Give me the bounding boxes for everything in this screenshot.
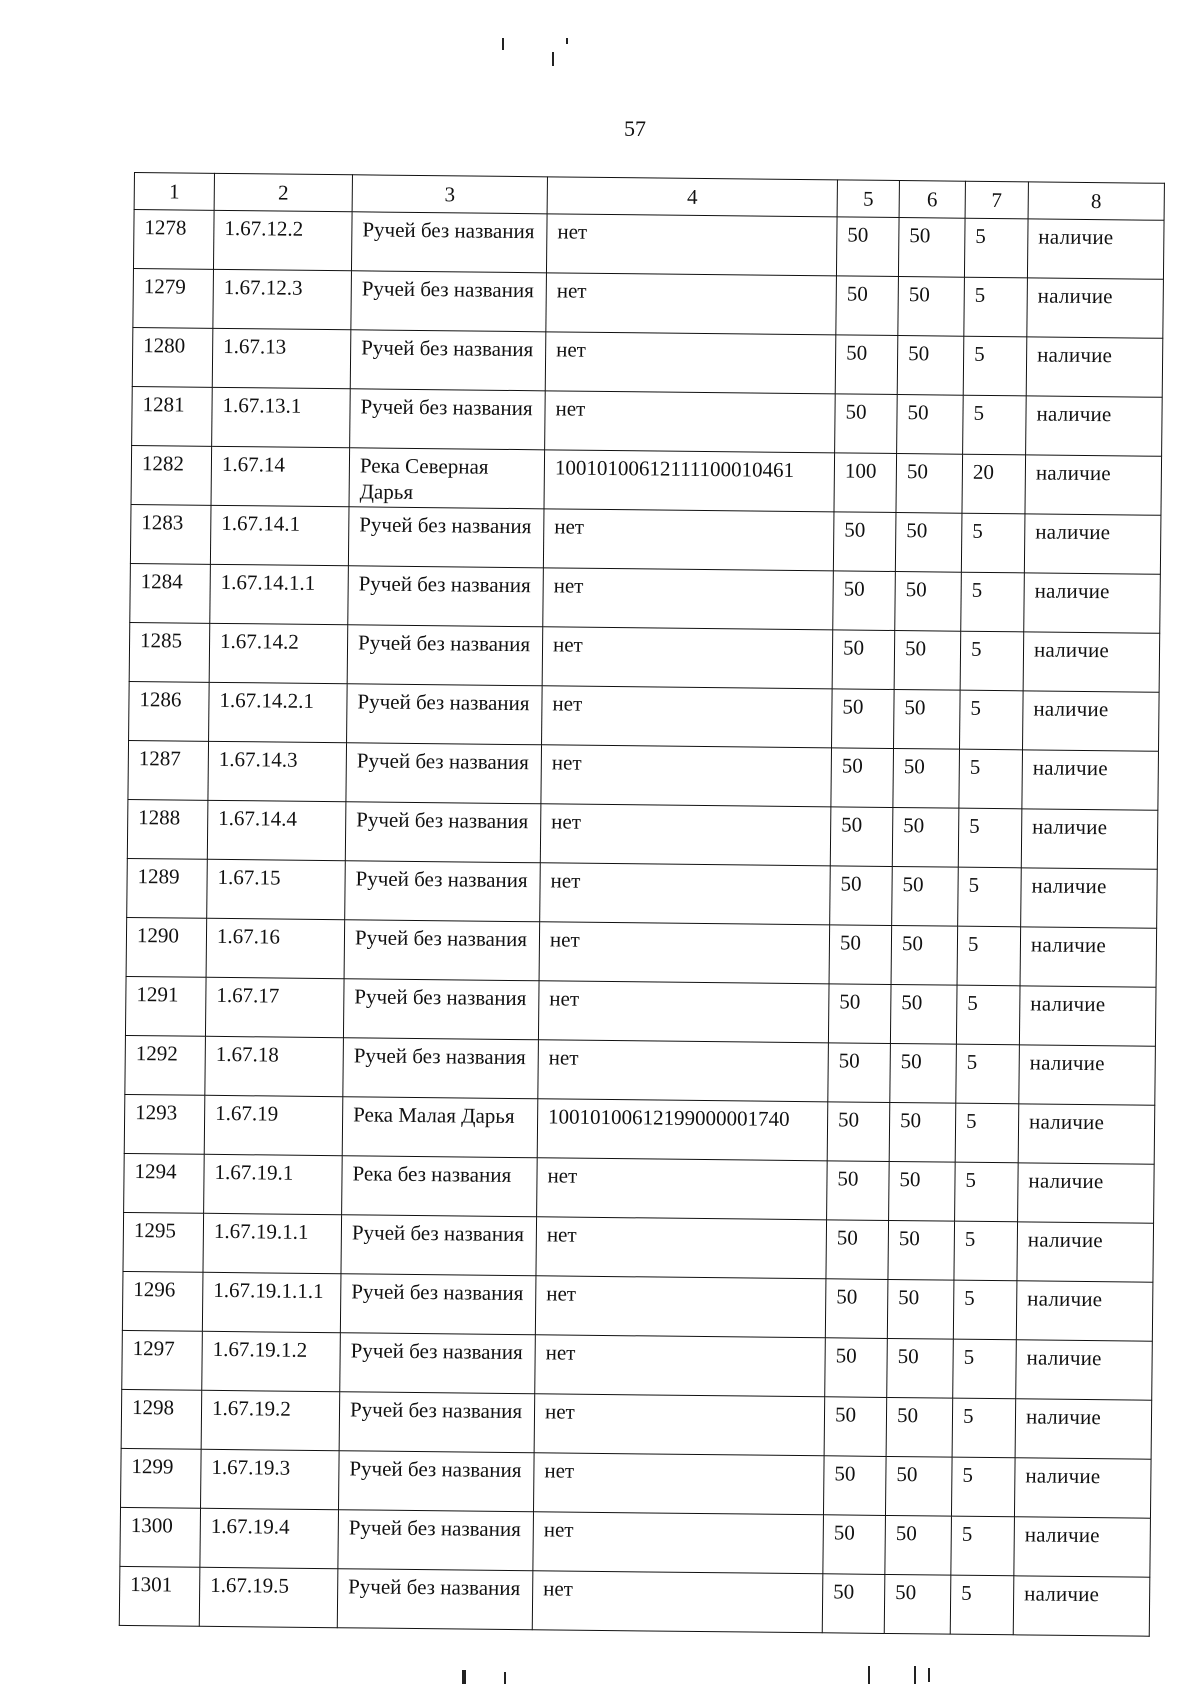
- cell-status: наличие: [1016, 1340, 1153, 1400]
- cell-value-7: 5: [953, 1280, 1017, 1340]
- cell-status: наличие: [1021, 868, 1158, 928]
- table-row: [127, 799, 1158, 869]
- table-row: [129, 622, 1160, 692]
- cell-value-6: 50: [897, 395, 964, 455]
- scan-artifact-top-3: [566, 38, 568, 44]
- cell-value-6: 50: [895, 571, 962, 631]
- cell-row-number: 1292: [125, 1035, 206, 1095]
- cell-name: Река Малая Дарья: [342, 1097, 538, 1158]
- cell-status: наличие: [1019, 1045, 1156, 1105]
- cell-value-5: 50: [822, 1574, 885, 1634]
- cell-value-7: 5: [954, 1221, 1018, 1281]
- cell-code: 1.67.19.1.1.1: [202, 1272, 341, 1332]
- cell-status: наличие: [1016, 1281, 1153, 1341]
- cell-code: 1.67.14: [211, 446, 350, 506]
- cell-name: Ручей без названия: [340, 1274, 536, 1335]
- cell-name: Ручей без названия: [340, 1333, 536, 1394]
- table-row: [132, 386, 1163, 456]
- table-row: [125, 1035, 1156, 1105]
- cell-value-7: 5: [953, 1339, 1017, 1399]
- cell-name: Река Северная Дарья: [349, 448, 545, 509]
- cell-status: наличие: [1022, 750, 1159, 810]
- cell-value-7: 5: [963, 395, 1027, 455]
- column-header-value-5: 5: [837, 180, 899, 218]
- table-row: [132, 327, 1163, 397]
- table-row: [120, 1507, 1151, 1577]
- cell-status: наличие: [1022, 691, 1159, 751]
- cell-value-7: 5: [951, 1516, 1015, 1576]
- cell-value-7: 5: [963, 336, 1027, 396]
- cell-value-7: 5: [960, 631, 1024, 691]
- cell-value-7: 5: [956, 985, 1020, 1045]
- cell-code: 1.67.19.1: [204, 1154, 343, 1214]
- cell-value-6: 50: [890, 1043, 957, 1103]
- table-row: [128, 740, 1159, 810]
- registry-table-container: [119, 172, 1165, 1637]
- table-row: [119, 1566, 1150, 1636]
- cell-value-5: 50: [823, 1515, 886, 1575]
- cell-value-5: 50: [828, 984, 891, 1044]
- table-row: [129, 681, 1160, 751]
- cell-row-number: 1289: [127, 858, 208, 918]
- cell-registry-id: нет: [537, 1158, 828, 1220]
- cell-name: Ручей без названия: [345, 802, 541, 863]
- scan-artifact-bottom-3: [868, 1666, 870, 1684]
- table-row: [133, 210, 1164, 280]
- scan-artifact-top-2: [552, 52, 554, 66]
- cell-value-5: 50: [836, 217, 899, 277]
- cell-value-6: 50: [896, 454, 963, 514]
- cell-code: 1.67.14.4: [207, 800, 346, 860]
- column-header-registry-id: 4: [547, 177, 837, 217]
- cell-row-number: 1295: [123, 1212, 204, 1272]
- cell-registry-id: нет: [541, 745, 832, 807]
- cell-name: Ручей без названия: [348, 566, 544, 627]
- cell-status: наличие: [1018, 1163, 1155, 1223]
- cell-value-5: 50: [835, 335, 898, 395]
- cell-code: 1.67.14.1.1: [210, 564, 349, 624]
- cell-registry-id: нет: [542, 686, 833, 748]
- cell-status: наличие: [1019, 986, 1156, 1046]
- table-row: [131, 445, 1162, 515]
- cell-value-5: 50: [833, 571, 896, 631]
- cell-status: наличие: [1024, 573, 1161, 633]
- cell-value-5: 50: [827, 1161, 890, 1221]
- column-header-status: 8: [1028, 182, 1164, 220]
- cell-value-6: 50: [889, 1161, 956, 1221]
- cell-value-7: 5: [961, 572, 1025, 632]
- cell-value-6: 50: [885, 1515, 952, 1575]
- cell-value-6: 50: [892, 866, 959, 926]
- cell-value-7: 5: [958, 867, 1022, 927]
- cell-registry-id: нет: [535, 1276, 826, 1338]
- cell-value-5: 50: [825, 1338, 888, 1398]
- cell-row-number: 1301: [119, 1566, 200, 1626]
- cell-value-7: 5: [959, 749, 1023, 809]
- table-row: [130, 563, 1161, 633]
- scan-artifact-bottom-2: [504, 1672, 506, 1684]
- cell-value-5: 50: [832, 689, 895, 749]
- cell-registry-id: нет: [545, 391, 836, 453]
- cell-status: наличие: [1025, 455, 1162, 515]
- cell-registry-id: нет: [540, 863, 831, 925]
- cell-code: 1.67.13.1: [212, 387, 351, 447]
- cell-value-6: 50: [888, 1220, 955, 1280]
- cell-value-7: 5: [964, 218, 1028, 278]
- cell-value-5: 50: [830, 807, 893, 867]
- cell-status: наличие: [1024, 514, 1161, 574]
- cell-name: Ручей без названия: [347, 684, 543, 745]
- cell-status: наличие: [1027, 219, 1164, 279]
- cell-name: Ручей без названия: [347, 625, 543, 686]
- cell-registry-id: нет: [533, 1512, 824, 1574]
- cell-status: наличие: [1018, 1104, 1155, 1164]
- cell-row-number: 1296: [122, 1271, 203, 1331]
- column-header-value-7: 7: [965, 181, 1028, 219]
- cell-name: Ручей без названия: [350, 330, 546, 391]
- cell-row-number: 1279: [133, 268, 214, 328]
- column-header-row-number: 1: [134, 173, 214, 211]
- cell-value-7: 20: [962, 454, 1026, 514]
- cell-registry-id: нет: [545, 332, 836, 394]
- cell-value-5: 50: [828, 1043, 891, 1103]
- cell-name: Ручей без названия: [350, 389, 546, 450]
- cell-value-7: 5: [956, 1044, 1020, 1104]
- cell-row-number: 1299: [121, 1448, 202, 1508]
- cell-value-5: 100: [834, 453, 897, 513]
- cell-registry-id: нет: [535, 1335, 826, 1397]
- cell-code: 1.67.15: [207, 859, 346, 919]
- cell-value-5: 50: [829, 925, 892, 985]
- cell-status: наличие: [1020, 927, 1157, 987]
- column-header-code: 2: [214, 173, 352, 211]
- table-row: [124, 1094, 1155, 1164]
- cell-value-7: 5: [960, 690, 1024, 750]
- cell-value-5: 50: [832, 630, 895, 690]
- cell-value-5: 50: [825, 1279, 888, 1339]
- cell-value-7: 5: [952, 1398, 1016, 1458]
- cell-value-5: 50: [833, 512, 896, 572]
- cell-status: наличие: [1015, 1399, 1152, 1459]
- table-row: [133, 268, 1164, 338]
- cell-row-number: 1294: [124, 1153, 205, 1213]
- scan-artifact-top-1: [502, 38, 504, 50]
- column-header-value-6: 6: [899, 181, 965, 219]
- cell-row-number: 1283: [130, 504, 211, 564]
- cell-status: наличие: [1021, 809, 1158, 869]
- cell-status: наличие: [1023, 632, 1160, 692]
- cell-code: 1.67.19.2: [201, 1390, 340, 1450]
- cell-code: 1.67.18: [205, 1036, 344, 1096]
- cell-value-5: 50: [831, 748, 894, 808]
- cell-code: 1.67.19.4: [200, 1508, 339, 1568]
- cell-value-6: 50: [891, 925, 958, 985]
- cell-code: 1.67.17: [205, 977, 344, 1037]
- cell-name: Ручей без названия: [341, 1215, 537, 1276]
- cell-registry-id: нет: [538, 1040, 829, 1102]
- cell-value-7: 5: [964, 277, 1028, 337]
- cell-code: 1.67.14.1: [210, 505, 349, 565]
- cell-name: Ручей без названия: [343, 979, 539, 1040]
- cell-row-number: 1281: [132, 386, 213, 446]
- cell-row-number: 1280: [132, 327, 213, 387]
- cell-value-6: 50: [886, 1397, 953, 1457]
- cell-row-number: 1290: [126, 917, 207, 977]
- table-row: [122, 1271, 1153, 1341]
- page-number: 57: [624, 116, 646, 141]
- cell-registry-id: нет: [538, 981, 829, 1043]
- cell-value-6: 50: [887, 1279, 954, 1339]
- cell-value-6: 50: [884, 1574, 951, 1634]
- cell-name: Ручей без названия: [348, 507, 544, 568]
- cell-registry-id: нет: [543, 509, 834, 571]
- cell-registry-id: нет: [533, 1453, 824, 1515]
- cell-code: 1.67.12.2: [213, 210, 352, 270]
- cell-name: Ручей без названия: [346, 743, 542, 804]
- cell-row-number: 1288: [127, 799, 208, 859]
- cell-value-6: 50: [898, 218, 965, 278]
- cell-value-7: 5: [951, 1457, 1015, 1517]
- cell-registry-id: нет: [534, 1394, 825, 1456]
- cell-name: Ручей без названия: [343, 1038, 539, 1099]
- table-row: [123, 1212, 1154, 1282]
- cell-row-number: 1287: [128, 740, 209, 800]
- cell-value-6: 50: [887, 1338, 954, 1398]
- cell-name: Ручей без названия: [337, 1569, 533, 1630]
- cell-name: Ручей без названия: [351, 212, 547, 273]
- cell-registry-id: нет: [543, 568, 834, 630]
- table-row: [121, 1389, 1152, 1459]
- table-body: [119, 210, 1164, 1637]
- cell-value-5: 50: [836, 276, 899, 336]
- cell-row-number: 1278: [133, 210, 214, 270]
- cell-row-number: 1298: [121, 1389, 202, 1449]
- cell-value-7: 5: [955, 1162, 1019, 1222]
- cell-value-6: 50: [898, 277, 965, 337]
- cell-status: наличие: [1026, 337, 1163, 397]
- cell-value-6: 50: [889, 1102, 956, 1162]
- cell-status: наличие: [1013, 1576, 1150, 1636]
- cell-registry-id: нет: [532, 1571, 823, 1633]
- scan-artifact-bottom-5: [928, 1668, 930, 1682]
- cell-name: Река без названия: [342, 1156, 538, 1217]
- cell-value-5: 50: [823, 1456, 886, 1516]
- cell-row-number: 1291: [125, 976, 206, 1036]
- cell-code: 1.67.19.3: [201, 1449, 340, 1509]
- cell-code: 1.67.12.3: [213, 269, 352, 329]
- scan-artifact-bottom-1: [462, 1670, 466, 1684]
- cell-code: 1.67.14.2: [209, 623, 348, 683]
- cell-code: 1.67.13: [212, 328, 351, 388]
- cell-row-number: 1293: [124, 1094, 205, 1154]
- cell-value-5: 50: [827, 1102, 890, 1162]
- cell-value-6: 50: [890, 984, 957, 1044]
- cell-value-6: 50: [894, 630, 961, 690]
- cell-name: Ручей без названия: [344, 920, 540, 981]
- cell-value-6: 50: [895, 512, 962, 572]
- cell-registry-id: нет: [546, 214, 837, 276]
- cell-code: 1.67.19.1.1: [203, 1213, 342, 1273]
- table-row: [130, 504, 1161, 574]
- cell-status: наличие: [1026, 396, 1163, 456]
- scan-artifact-bottom-4: [914, 1666, 916, 1684]
- cell-value-7: 5: [961, 513, 1025, 573]
- cell-name: Ручей без названия: [351, 271, 547, 332]
- water-bodies-table: [119, 172, 1165, 1637]
- cell-row-number: 1297: [122, 1330, 203, 1390]
- table-row: [121, 1448, 1152, 1518]
- table-row: [126, 917, 1157, 987]
- cell-registry-id: нет: [542, 627, 833, 689]
- cell-registry-id: нет: [536, 1217, 827, 1279]
- cell-name: Ручей без названия: [338, 1510, 534, 1571]
- cell-code: 1.67.19.5: [199, 1567, 338, 1627]
- cell-name: Ручей без названия: [345, 861, 541, 922]
- cell-value-6: 50: [893, 748, 960, 808]
- cell-name: Ручей без названия: [339, 1451, 535, 1512]
- cell-registry-id: нет: [540, 804, 831, 866]
- column-header-name: 3: [352, 175, 547, 214]
- cell-value-5: 50: [830, 866, 893, 926]
- cell-name: Ручей без названия: [339, 1392, 535, 1453]
- cell-registry-id: 10010100612199000001740: [537, 1099, 828, 1161]
- cell-row-number: 1286: [129, 681, 210, 741]
- cell-code: 1.67.14.3: [208, 741, 347, 801]
- cell-value-7: 5: [950, 1575, 1014, 1635]
- cell-value-7: 5: [955, 1103, 1019, 1163]
- cell-registry-id: нет: [546, 273, 837, 335]
- cell-value-5: 50: [835, 394, 898, 454]
- table-row: [124, 1153, 1155, 1223]
- cell-value-6: 50: [897, 336, 964, 396]
- cell-value-6: 50: [894, 689, 961, 749]
- table-row: [122, 1330, 1153, 1400]
- table-row: [125, 976, 1156, 1046]
- cell-code: 1.67.16: [206, 918, 345, 978]
- cell-status: наличие: [1017, 1222, 1154, 1282]
- cell-row-number: 1285: [129, 622, 210, 682]
- cell-value-7: 5: [958, 808, 1022, 868]
- cell-row-number: 1282: [131, 445, 212, 505]
- cell-status: наличие: [1014, 1458, 1151, 1518]
- cell-code: 1.67.19.1.2: [202, 1331, 341, 1391]
- cell-value-7: 5: [957, 926, 1021, 986]
- cell-value-5: 50: [824, 1397, 887, 1457]
- cell-row-number: 1300: [120, 1507, 201, 1567]
- cell-value-6: 50: [892, 807, 959, 867]
- table-row: [127, 858, 1158, 928]
- cell-registry-id: нет: [539, 922, 830, 984]
- cell-status: наличие: [1014, 1517, 1151, 1577]
- cell-value-5: 50: [826, 1220, 889, 1280]
- cell-code: 1.67.19: [204, 1095, 343, 1155]
- cell-code: 1.67.14.2.1: [209, 682, 348, 742]
- cell-status: наличие: [1027, 278, 1164, 338]
- cell-registry-id: 10010100612111100010461: [544, 450, 835, 512]
- cell-row-number: 1284: [130, 563, 211, 623]
- cell-value-6: 50: [885, 1456, 952, 1516]
